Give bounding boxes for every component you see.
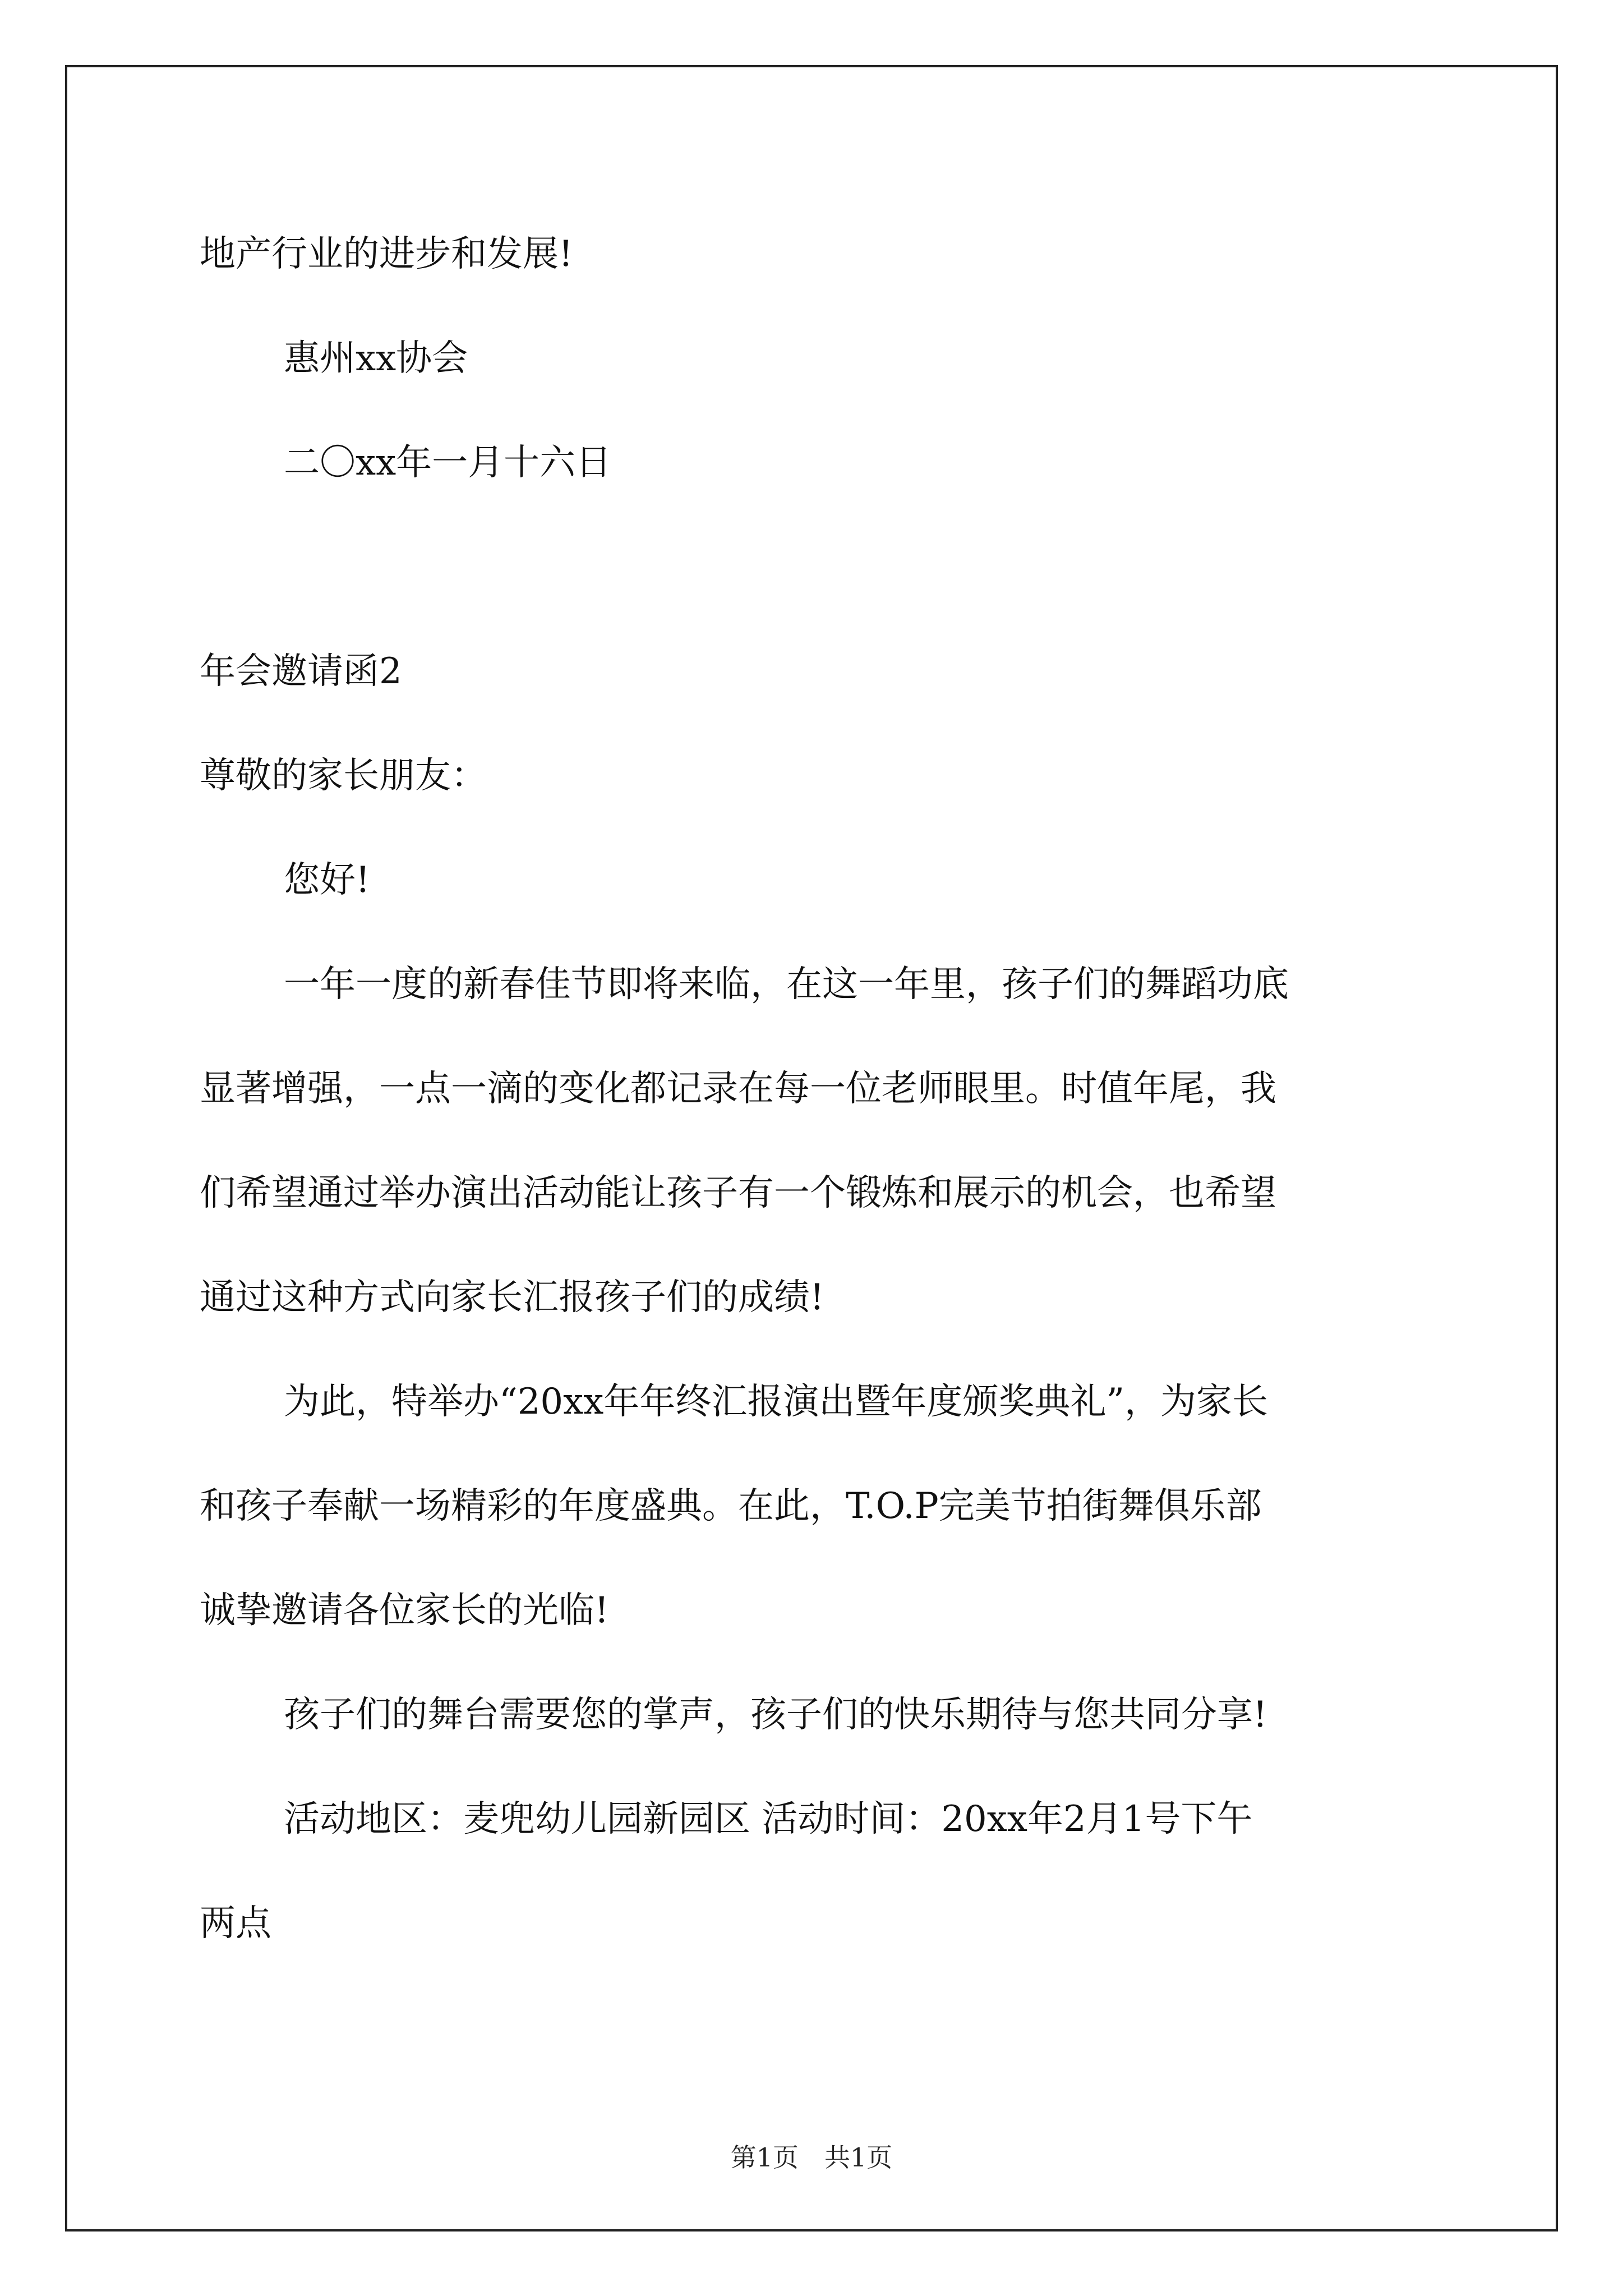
greeting: 您好!: [284, 859, 370, 901]
paragraph-line: 通过这种方式向家长汇报孩子们的成绩!: [200, 1277, 824, 1318]
paragraph-line: 和孩子奉献一场精彩的年度盛典。在此，T.O.P完美节拍街舞俱乐部: [200, 1485, 1262, 1527]
paragraph-line: 孩子们的舞台需要您的掌声，孩子们的快乐期待与您共同分享!: [284, 1694, 1267, 1736]
text-line: 地产行业的进步和发展!: [200, 233, 573, 275]
page-footer: 第1页 共1页: [730, 2142, 893, 2173]
paragraph-line: 们希望通过举办演出活动能让孩子有一个锻炼和展示的机会，也希望: [200, 1172, 1276, 1214]
spacer: [200, 515, 1433, 619]
salutation: 尊敬的家长朋友：: [200, 755, 487, 797]
document-body: [200, 202, 1433, 1976]
paragraph-line: 诚挚邀请各位家长的光临!: [200, 1590, 609, 1631]
signature-date: 二〇xx年一月十六日: [284, 442, 612, 484]
section-title: 年会邀请函2: [200, 651, 402, 692]
paragraph-line: 一年一度的新春佳节即将来临，在这一年里，孩子们的舞蹈功底: [284, 964, 1289, 1005]
paragraph-line: 为此，特举办“20xx年年终汇报演出暨年度颁奖典礼”，为家长: [284, 1381, 1269, 1423]
paragraph-line: 活动地区：麦兜幼儿园新园区 活动时间：20xx年2月1号下午: [284, 1798, 1253, 1840]
paragraph-line: 两点: [200, 1903, 271, 1944]
paragraph-line: 显著增强，一点一滴的变化都记录在每一位老师眼里。时值年尾，我: [200, 1068, 1276, 1110]
signature-organization: 惠州xx协会: [284, 338, 468, 379]
